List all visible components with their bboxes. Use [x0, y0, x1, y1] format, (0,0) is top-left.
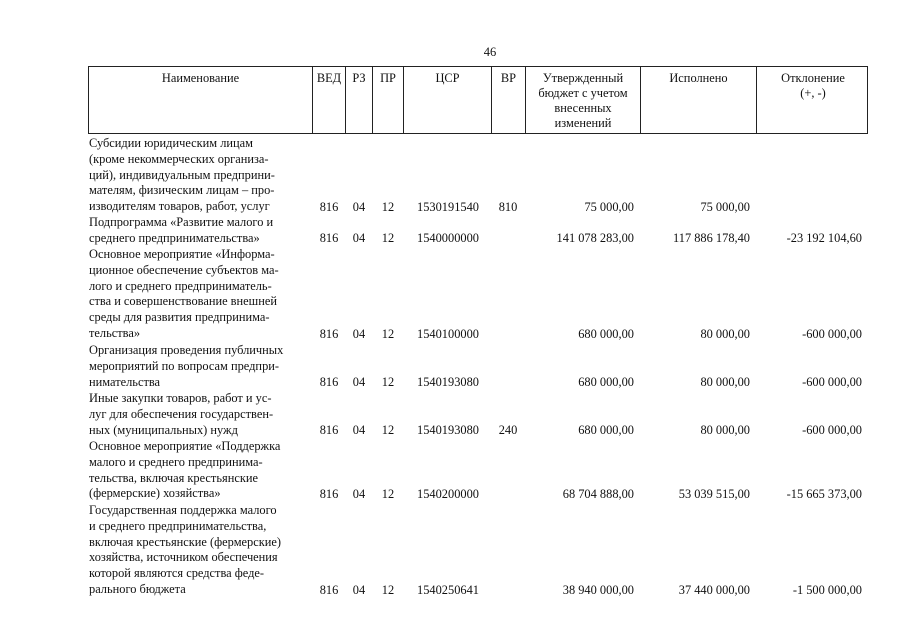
cell-deviation: -600 000,00	[802, 423, 862, 437]
row-name-line: ства и совершенствование внешней	[89, 294, 277, 309]
cell-pr: 12	[381, 200, 395, 214]
row-name-line: которой являются средства феде-	[89, 566, 265, 581]
row-name-line: среды для развития предпринима-	[89, 310, 270, 325]
row-name-line: изводителям товаров, работ, услуг	[89, 199, 270, 214]
cell-csr: 1540000000	[417, 231, 479, 245]
row-name-line: (фермерские) хозяйства»	[89, 486, 221, 501]
cell-approved: 38 940 000,00	[562, 583, 634, 597]
cell-pr: 12	[381, 231, 395, 245]
row-name-line: лого и среднего предприниматель-	[89, 278, 272, 293]
row-name-line: Организация проведения публичных	[89, 343, 284, 357]
row-name-line: среднего предпринимательства»	[89, 230, 260, 245]
row-name-line: луг для обеспечения государствен-	[89, 406, 274, 421]
cell-executed: 80 000,00	[700, 327, 750, 341]
row-name-line: Основное мероприятие «Информа-	[89, 247, 275, 261]
cell-pr: 12	[381, 375, 395, 389]
cell-ved: 816	[319, 423, 339, 437]
row-name-line: Субсидии юридическим лицам	[89, 136, 254, 150]
cell-deviation: -15 665 373,00	[786, 487, 862, 501]
row-name-line: ных (муниципальных) нужд	[89, 422, 238, 437]
table-header	[88, 66, 868, 134]
header-deviation	[756, 67, 869, 133]
cell-pr: 12	[381, 423, 395, 437]
cell-vr: 810	[498, 200, 518, 214]
cell-csr: 1530191540	[417, 200, 479, 214]
header-csr: ЦСР	[403, 67, 491, 133]
cell-approved: 68 704 888,00	[562, 487, 634, 501]
cell-approved: 680 000,00	[578, 423, 634, 437]
row-name-line: ционное обеспечение субъектов ма-	[89, 262, 279, 277]
cell-csr: 1540250641	[417, 583, 479, 597]
row-name-line: ций), индивидуальным предприни-	[89, 167, 275, 182]
row-name-line: Подпрограмма «Развитие малого и	[89, 215, 274, 229]
header-approved-line: Утвержденный	[542, 71, 624, 85]
row-name-line: нимательства	[89, 374, 161, 389]
header-ved: ВЕД	[312, 67, 345, 133]
cell-rz: 04	[352, 375, 366, 389]
cell-csr: 1540100000	[417, 327, 479, 341]
cell-vr: 240	[498, 423, 518, 437]
header-deviation-line: (+, -)	[800, 86, 826, 100]
cell-executed: 80 000,00	[700, 375, 750, 389]
cell-csr: 1540193080	[417, 423, 479, 437]
cell-csr: 1540200000	[417, 487, 479, 501]
cell-rz: 04	[352, 423, 366, 437]
row-name-line: тельства, включая крестьянские	[89, 470, 258, 485]
row-name-line: Основное мероприятие «Поддержка	[89, 439, 281, 453]
cell-executed: 75 000,00	[700, 200, 750, 214]
header-executed: Исполнено	[640, 67, 756, 133]
row-name	[89, 343, 311, 390]
row-name	[89, 136, 311, 215]
row-name-line: мероприятий по вопросам предпри-	[89, 358, 280, 373]
cell-approved: 680 000,00	[578, 375, 634, 389]
row-name	[89, 391, 311, 438]
page-number: 46	[483, 45, 497, 59]
header-approved	[525, 67, 640, 133]
cell-pr: 12	[381, 487, 395, 501]
row-name-line: Государственная поддержка малого	[89, 503, 277, 517]
cell-executed: 80 000,00	[700, 423, 750, 437]
row-name-line: тельства»	[89, 325, 141, 340]
cell-approved: 680 000,00	[578, 327, 634, 341]
row-name	[89, 439, 311, 502]
header-rz: РЗ	[345, 67, 372, 133]
cell-rz: 04	[352, 487, 366, 501]
cell-rz: 04	[352, 583, 366, 597]
row-name-line: (кроме некоммерческих организа-	[89, 151, 269, 166]
row-name-line: малого и среднего предпринима-	[89, 454, 263, 469]
cell-ved: 816	[319, 231, 339, 245]
cell-approved: 75 000,00	[584, 200, 634, 214]
cell-approved: 141 078 283,00	[556, 231, 634, 245]
cell-ved: 816	[319, 375, 339, 389]
header-pr: ПР	[372, 67, 403, 133]
cell-rz: 04	[352, 231, 366, 245]
header-name: Наименование	[161, 71, 240, 85]
header-deviation-line: Отклонение	[781, 71, 845, 85]
header-vr: ВР	[491, 67, 525, 133]
cell-rz: 04	[352, 200, 366, 214]
cell-executed: 53 039 515,00	[678, 487, 750, 501]
row-name	[89, 247, 311, 342]
cell-ved: 816	[319, 200, 339, 214]
cell-csr: 1540193080	[417, 375, 479, 389]
row-name	[89, 215, 311, 247]
header-approved-line: бюджет с учетом	[538, 86, 628, 100]
row-name-line: и среднего предпринимательства,	[89, 518, 267, 533]
cell-pr: 12	[381, 327, 395, 341]
cell-pr: 12	[381, 583, 395, 597]
cell-ved: 816	[319, 327, 339, 341]
header-approved-line: изменений	[554, 116, 612, 130]
cell-ved: 816	[319, 487, 339, 501]
row-name-line: включая крестьянские (фермерские)	[89, 534, 282, 549]
cell-ved: 816	[319, 583, 339, 597]
cell-executed: 37 440 000,00	[678, 583, 750, 597]
cell-executed: 117 886 178,40	[673, 231, 750, 245]
cell-deviation: -1 500 000,00	[792, 583, 862, 597]
row-name-line: мателям, физическим лицам – про-	[89, 183, 275, 198]
header-approved-line: внесенных	[554, 101, 612, 115]
row-name-line: рального бюджета	[89, 581, 186, 596]
cell-deviation: -600 000,00	[802, 375, 862, 389]
cell-deviation: -600 000,00	[802, 327, 862, 341]
cell-rz: 04	[352, 327, 366, 341]
cell-deviation: -23 192 104,60	[786, 231, 862, 245]
row-name-line: Иные закупки товаров, работ и ус-	[89, 391, 272, 405]
row-name	[89, 503, 311, 598]
row-name-line: хозяйства, источником обеспечения	[89, 550, 278, 565]
